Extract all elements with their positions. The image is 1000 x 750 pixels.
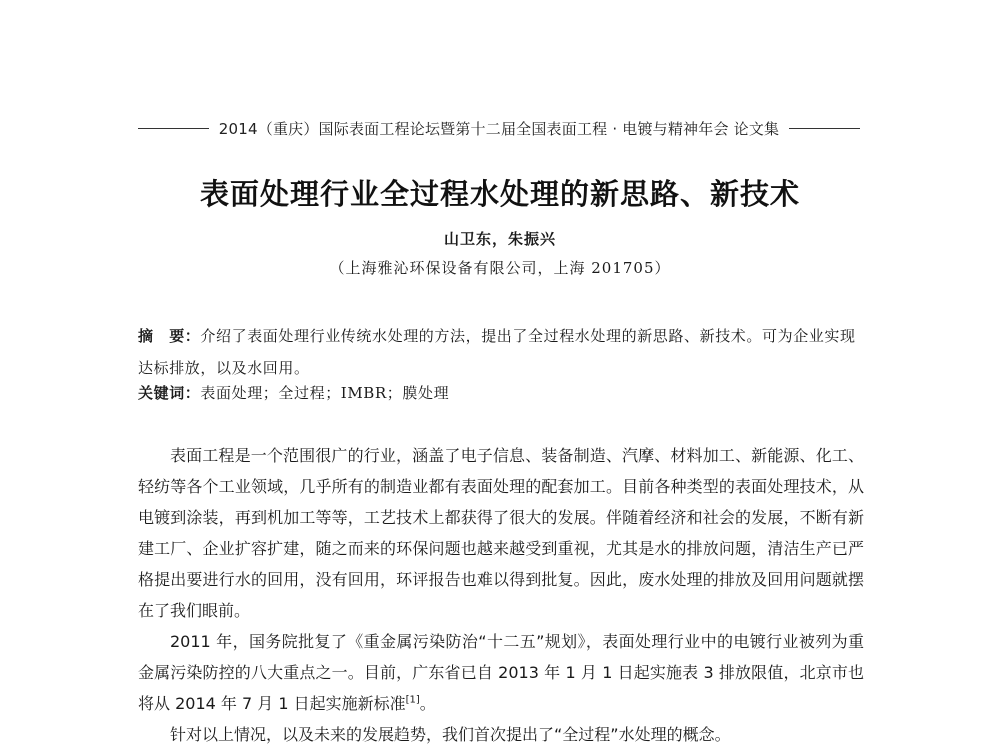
header-rule-left <box>138 128 209 129</box>
keywords-text: 表面处理；全过程；IMBR；膜处理 <box>200 384 450 402</box>
paragraph-2-end: 。 <box>419 694 436 713</box>
running-header <box>138 118 860 139</box>
keywords-label: 关键词： <box>138 384 201 402</box>
abstract <box>138 320 862 384</box>
body-text <box>138 440 864 750</box>
paper-affiliation: （上海雅沁环保设备有限公司，上海 201705） <box>329 259 671 277</box>
paragraph-3: 针对以上情况，以及未来的发展趋势，我们首次提出了“全过程”水处理的概念。 <box>170 725 731 744</box>
header-rule-right <box>789 128 860 129</box>
header-text: 2014（重庆）国际表面工程论坛暨第十二届全国表面工程 · 电镀与精神年会 论文集 <box>218 120 780 138</box>
citation-ref: [1] <box>405 694 420 706</box>
paragraph-2 <box>138 626 864 719</box>
paper-authors: 山卫东，朱振兴 <box>443 230 556 248</box>
paragraph-2-text: 2011 年，国务院批复了《重金属污染防治“十二五”规划》，表面处理行业中的电镀行业被列为重金属污染防控的八大重点之一。目前，广东省已自 2013 年 1 月 1 日起实施表 3 排放限值，北京市也将从 2014 年 7 月 1 日起实施新标准 <box>138 632 864 713</box>
abstract-label: 摘 要： <box>138 327 201 345</box>
keywords <box>138 381 862 405</box>
paper-title: 表面处理行业全过程水处理的新思路、新技术 <box>199 177 800 211</box>
paragraph-1: 表面工程是一个范围很广的行业，涵盖了电子信息、装备制造、汽摩、材料加工、新能源、化工、轻纺等各个工业领域，几乎所有的制造业都有表面处理的配套加工。目前各种类型的表面处理技术，从电镀到涂装，再到机加工等等，工艺技术上都获得了很大的发展。伴随着经济和社会的发展，不断有新建工厂、企业扩容扩建，随之而来的环保问题也越来越受到重视，尤其是水的排放问题，清洁生产已严格提出要进行水的回用，没有回用，环评报告也难以得到批复。因此，废水处理的排放及回用问题就摆在了我们眼前。 <box>138 446 864 620</box>
abstract-text: 介绍了表面处理行业传统水处理的方法，提出了全过程水处理的新思路、新技术。可为企业实现达标排放，以及水回用。 <box>138 327 856 377</box>
